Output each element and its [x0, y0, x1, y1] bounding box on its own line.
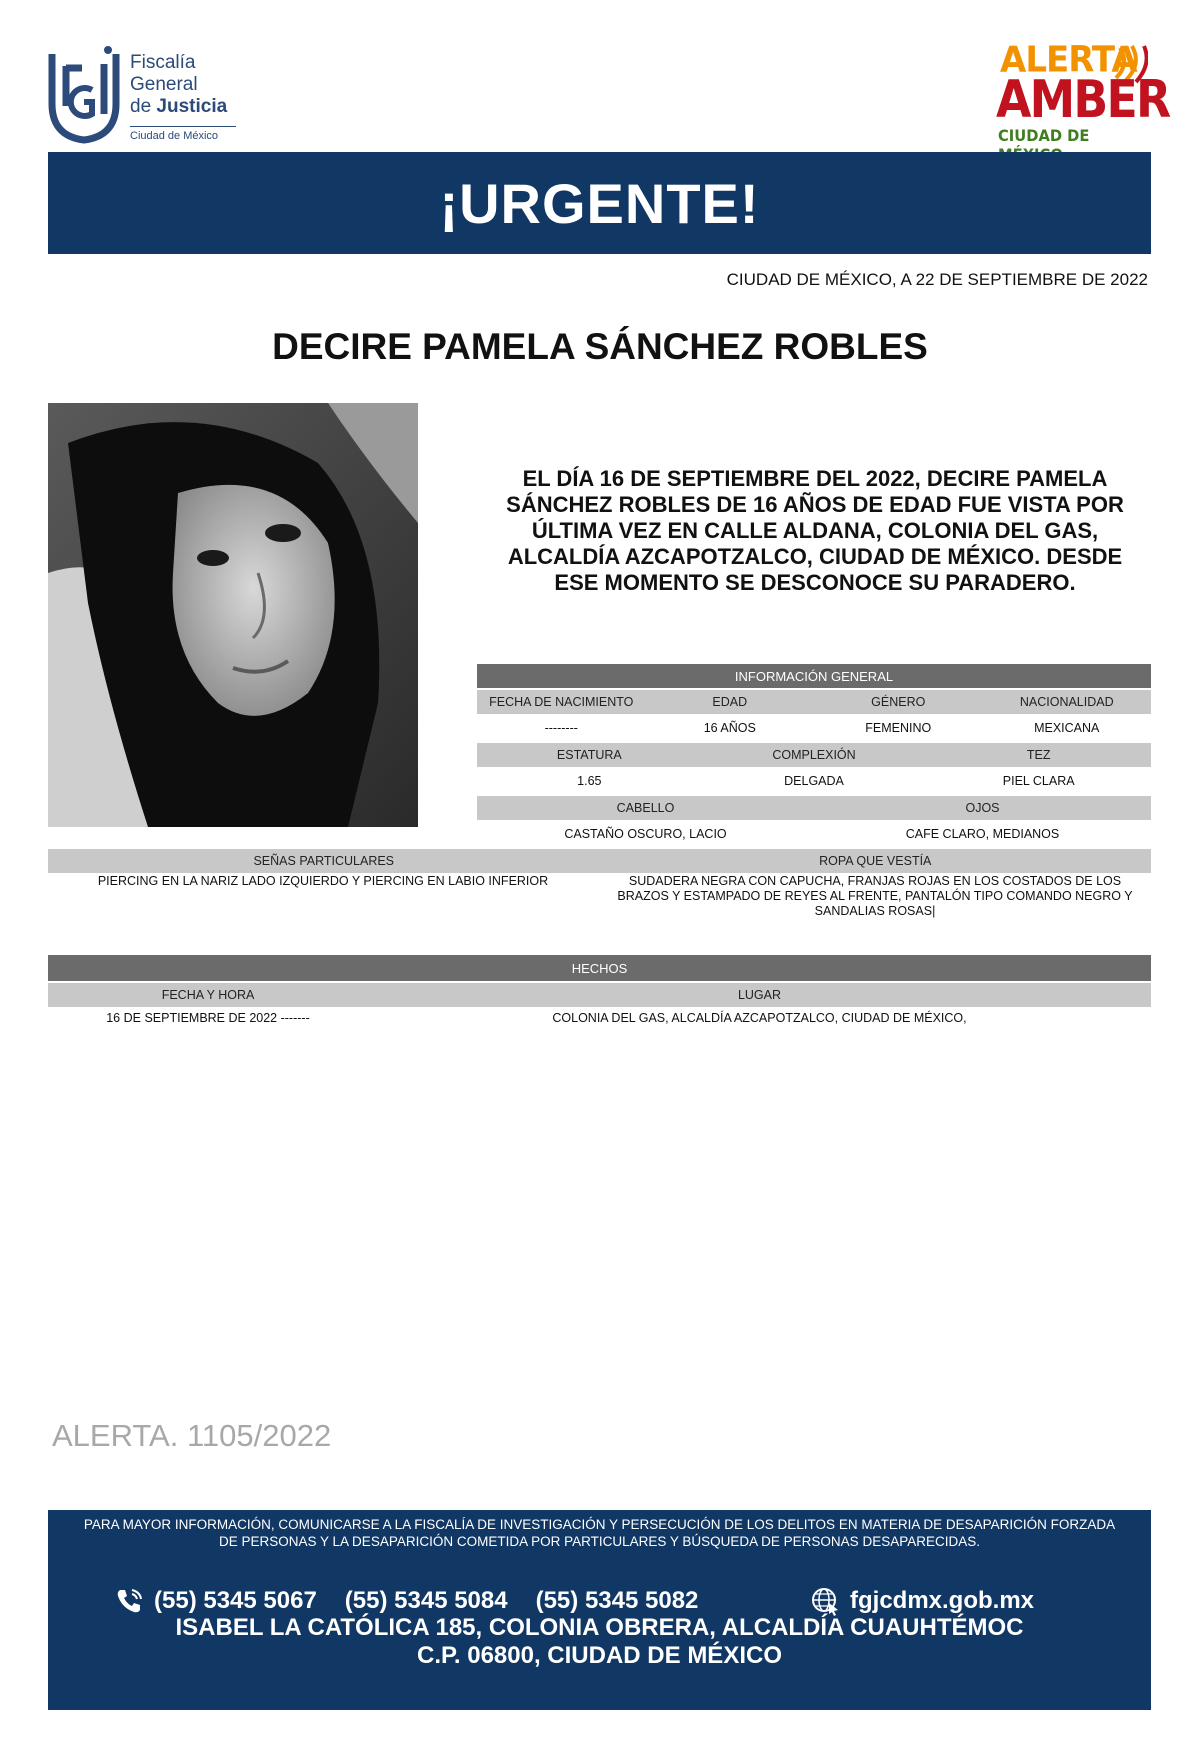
amber-line3: CIUDAD DE	[998, 126, 1090, 145]
estatura-label: ESTATURA	[556, 748, 622, 762]
narrative-text: EL DÍA 16 DE SEPTIEMBRE DEL 2022, DECIRE PAMELA SÁNCHEZ ROBLES DE 16 AÑOS DE EDAD FUE VISTA POR ÚLTIMA VEZ EN CALLE ALDANA, COLONIA DEL GAS, ALCALDÍA AZCAPOTZALCO, CIUDAD DE MÉXICO. DESDE ESE MOMENTO SE DESCONOCE SU PARADERO.	[506, 466, 1124, 595]
complexion-value: DELGADA	[784, 774, 844, 788]
complexion-label: COMPLEXIÓN	[772, 748, 856, 762]
info-row1-headers	[477, 690, 1151, 714]
hechos-values	[48, 1007, 1151, 1029]
info-general-header: INFORMACIÓN GENERAL	[477, 664, 1151, 688]
fgj-divider	[130, 126, 236, 127]
info-row2-headers	[477, 743, 1151, 767]
tez-label: TEZ	[1026, 748, 1051, 762]
address-line2: C.P. 06800, CIUDAD DE MÉXICO	[416, 1642, 782, 1669]
genero-value: FEMENINO	[865, 721, 932, 735]
edad-label: EDAD	[712, 695, 748, 709]
edad-value: 16 AÑOS	[703, 721, 756, 735]
fgj-name: Fiscalía General de Justicia	[130, 52, 228, 117]
phone-number-1: (55) 5345 5067	[154, 1587, 317, 1614]
nacionalidad-value: MEXICANA	[1034, 721, 1100, 735]
fgj-subtitle: Ciudad de México	[130, 130, 219, 142]
phone-number-2: (55) 5345 5084	[344, 1587, 508, 1614]
phone-icon	[114, 1586, 144, 1616]
info-row1-values	[477, 716, 1151, 740]
globe-cursor-icon	[810, 1586, 840, 1616]
senas-ropa-headers	[48, 849, 1151, 873]
cabello-value: CASTAÑO OSCURO, LACIO	[564, 827, 727, 841]
alert-number: ALERTA. 1105/2022	[52, 1418, 332, 1453]
info-row2-values	[477, 769, 1151, 793]
tez-value: PIEL CLARA	[1002, 774, 1075, 788]
senas-particulares-value: PIERCING EN LA NARIZ LADO IZQUIERDO Y PIERCING EN LABIO INFERIOR	[97, 874, 549, 888]
person-photo	[48, 403, 418, 827]
portrait-image	[48, 403, 418, 827]
info-row3-headers	[477, 796, 1151, 820]
footer-phones	[114, 1586, 726, 1616]
fecha-nacimiento-label: FECHA DE NACIMIENTO	[489, 695, 634, 709]
amber-line2: AMBER	[996, 70, 1170, 130]
date-line: CIUDAD DE MÉXICO, A 22 DE SEPTIEMBRE DE 2022	[726, 270, 1148, 289]
fecha-hora-label: FECHA Y HORA	[161, 988, 255, 1002]
contact-footer	[48, 1510, 1151, 1710]
hechos-header: HECHOS	[48, 955, 1151, 981]
amber-line1: ALERTA	[1000, 39, 1137, 81]
cabello-label: CABELLO	[616, 801, 675, 815]
person-name: DECIRE PAMELA SÁNCHEZ ROBLES	[272, 326, 928, 367]
fgj-logo	[48, 44, 248, 144]
phone-number-3: (55) 5345 5082	[535, 1587, 699, 1614]
address-line1: ISABEL LA CATÓLICA 185, COLONIA OBRERA, ALCALDÍA CUAUHTÉMOC	[175, 1614, 1024, 1641]
info-row3-values	[477, 822, 1151, 846]
fecha-hora-value: 16 DE SEPTIEMBRE DE 2022 -------	[106, 1011, 310, 1025]
footer-note: PARA MAYOR INFORMACIÓN, COMUNICARSE A LA FISCALÍA DE INVESTIGACIÓN Y PERSECUCIÓN DE LOS DELITOS EN MATERIA DE DESAPARICIÓN FORZADA DE PERSONAS Y LA DESAPARICIÓN COMETIDA POR PARTICULARES Y BÚSQUEDA DE PERSONAS DESAPARECIDAS.	[83, 1517, 1116, 1549]
fecha-nacimiento-value: --------	[544, 721, 578, 735]
footer-website	[810, 1586, 1034, 1616]
ropa-label: ROPA QUE VESTÍA	[819, 854, 932, 868]
urgent-banner: ¡URGENTE!	[48, 152, 1151, 254]
ropa-value: SUDADERA NEGRA CON CAPUCHA, FRANJAS ROJAS EN LOS COSTADOS DE LOS BRAZOS Y ESTAMPADO DE REYES AL FRENTE, PANTALÓN TIPO COMANDO NEGRO Y SANDALIAS ROSAS|	[617, 874, 1133, 918]
lugar-value: COLONIA DEL GAS, ALCALDÍA AZCAPOTZALCO, CIUDAD DE MÉXICO,	[552, 1011, 967, 1025]
hechos-column-headers	[48, 983, 1151, 1007]
ojos-label: OJOS	[965, 801, 1000, 815]
ojos-value: CAFE CLARO, MEDIANOS	[905, 827, 1060, 841]
estatura-value: 1.65	[577, 774, 602, 788]
genero-label: GÉNERO	[871, 695, 926, 709]
fgj-emblem-icon	[48, 44, 120, 144]
nacionalidad-label: NACIONALIDAD	[1019, 695, 1114, 709]
lugar-label: LUGAR	[737, 988, 782, 1002]
senas-particulares-label: SEÑAS PARTICULARES	[253, 854, 395, 868]
alerta-amber-logo	[990, 39, 1170, 150]
footer-address	[48, 1614, 1151, 1670]
website-link[interactable]: fgjcdmx.gob.mx	[850, 1587, 1035, 1614]
